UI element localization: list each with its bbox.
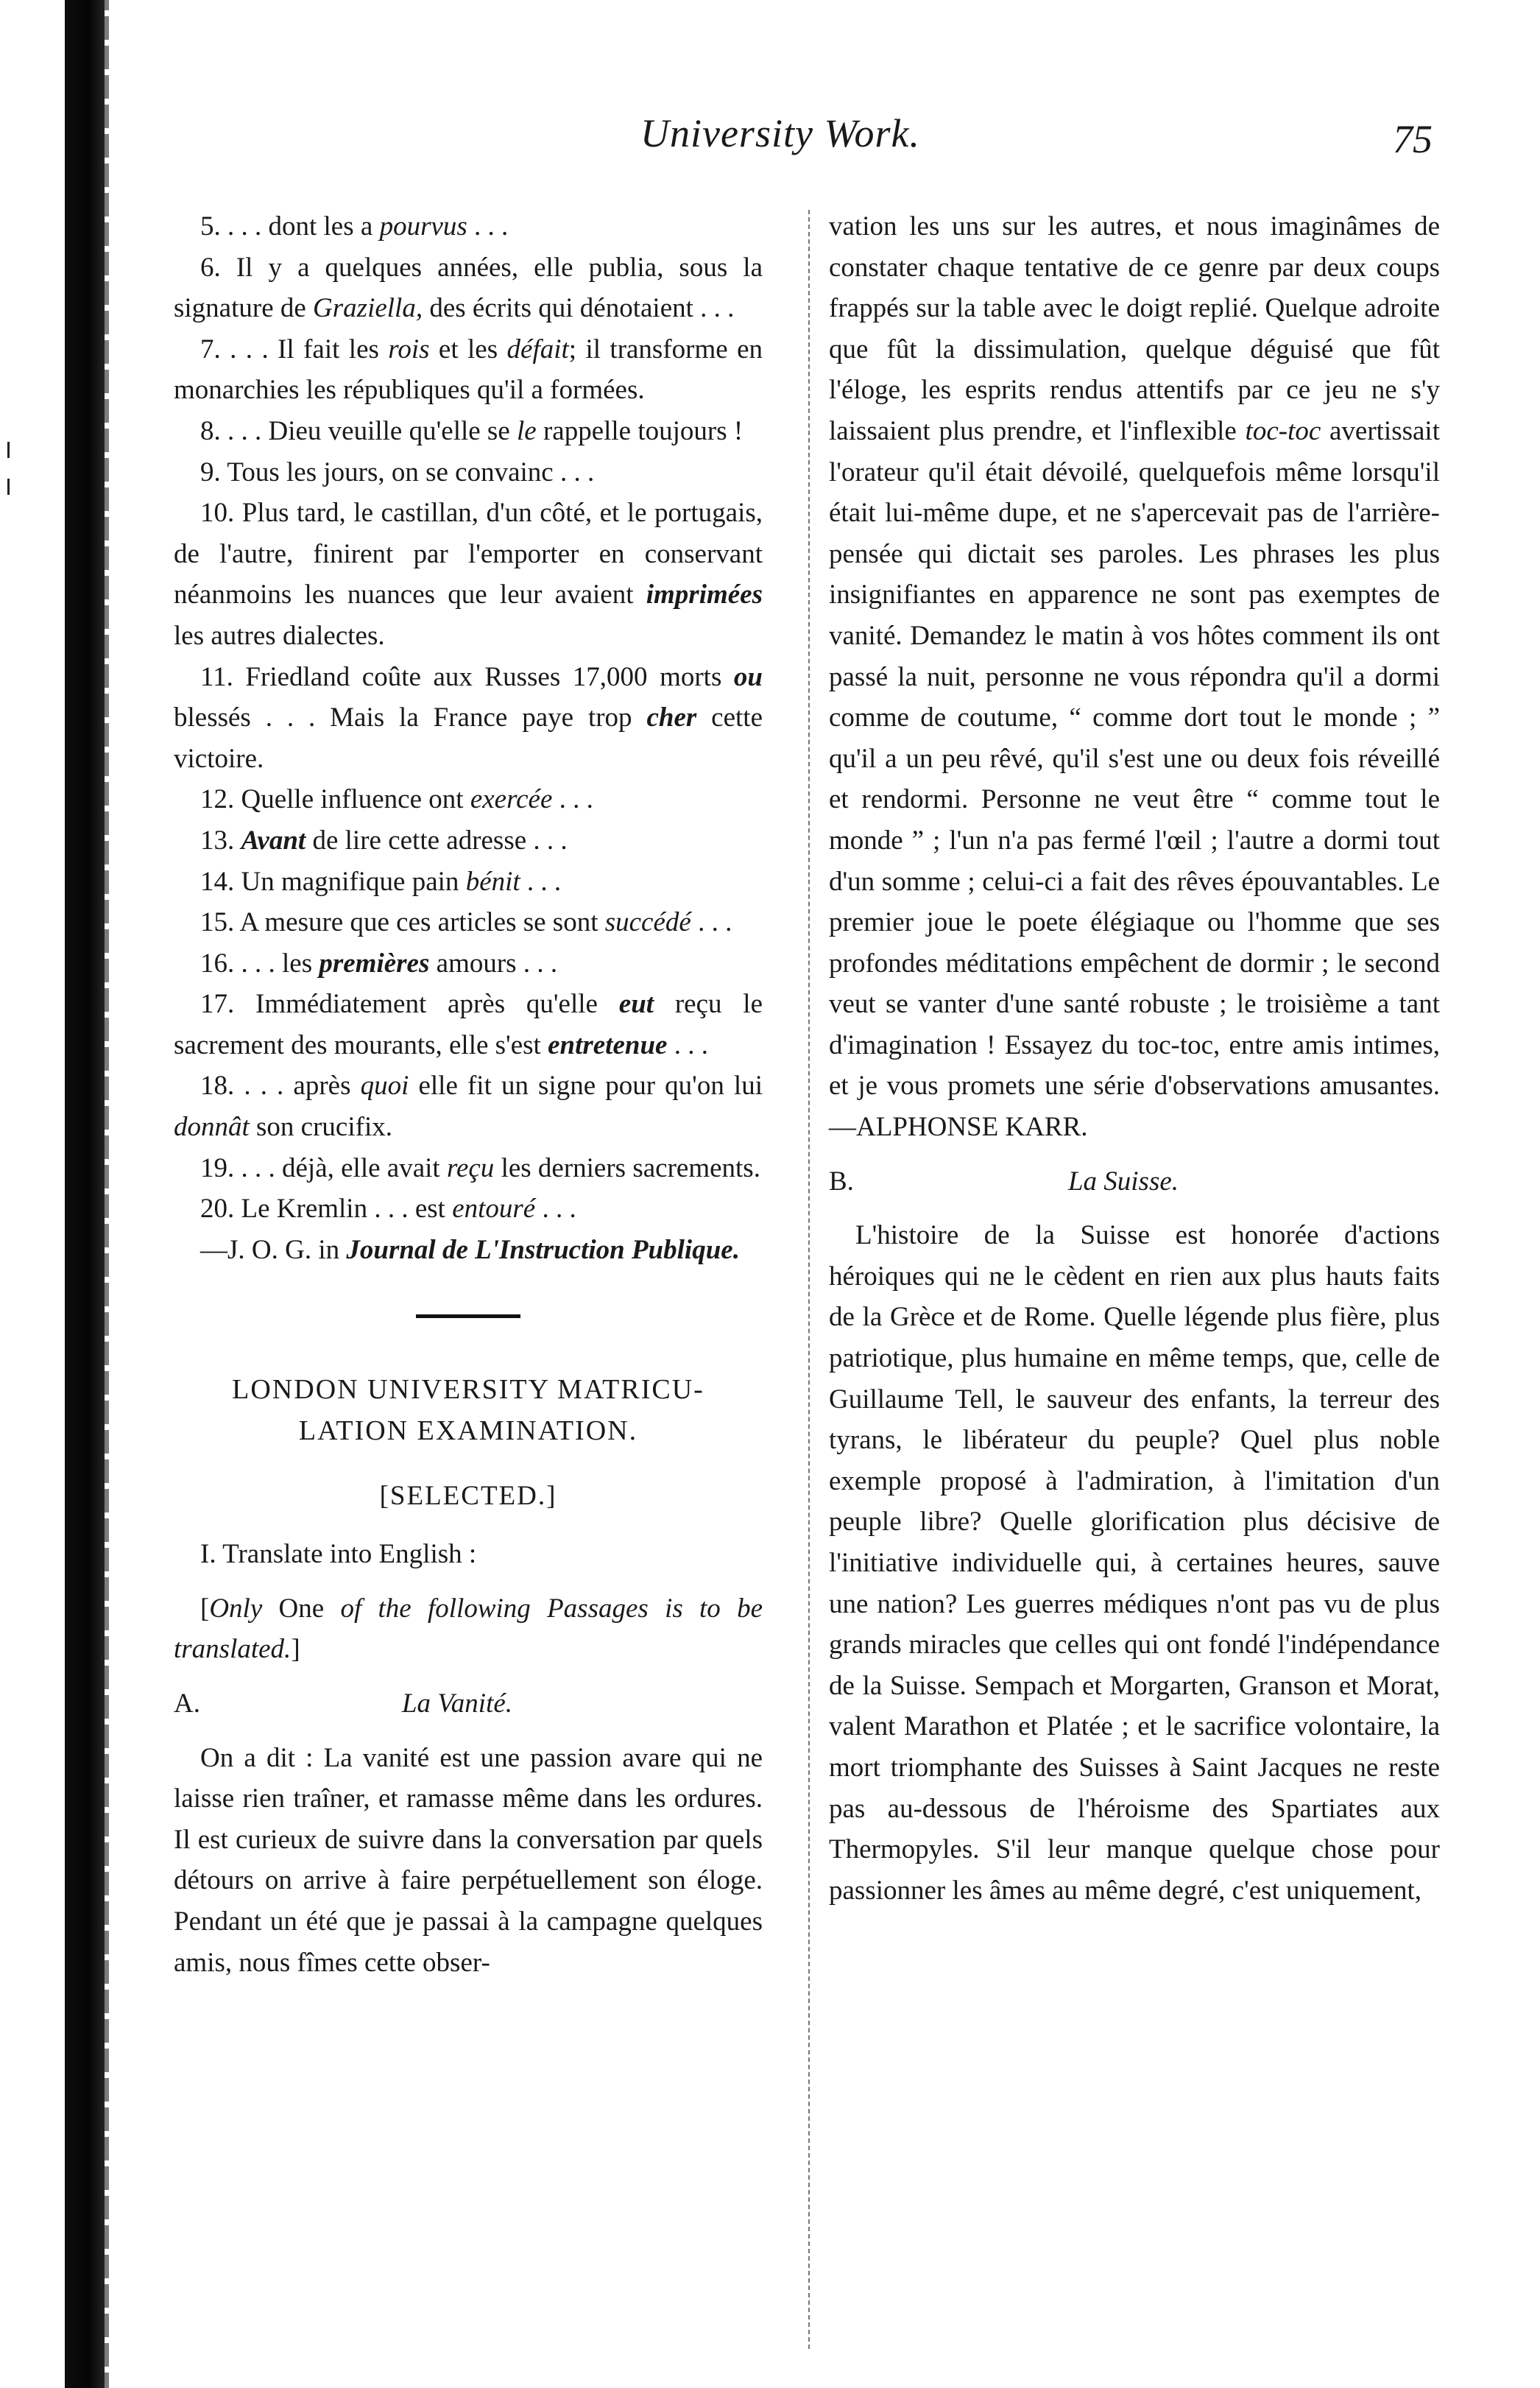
page-gutter-edge <box>105 0 109 2388</box>
passage-a-continued: vation les uns sur les autres, et nous imaginâmes de constater chaque tentative de ce genre par deux coups frappés sur la table avec le doigt replié. Quelque adroite que fût la dissimulation, quelque déguisé que fût l'éloge, les esprits rendus attentifs par ce jeu ne s'y laissaient plus prendre, et l'inflexible toc-toc avertissait l'orateur qu'il était dévoilé, quelquefois même lorsqu'il était lui-même dupe, et ne s'apercevait pas de l'arrière-pensée qui dictait ses paroles. Les phrases les plus insignifiantes en apparence ne sont pas exemptes de vanité. Demandez le matin à vos hôtes comment ils ont passé la nuit, personne ne vous répondra qu'il a dormi comme de coutume, “ comme dort tout le monde ; ” qu'il a un peu rêvé, qu'il s'est une ou deux fois réveillé et rendormi. Personne ne veut être “ comme tout le monde ” ; l'un n'a pas fermé l'œil ; l'autre a dormi tout d'un somme ; celui-ci a fait des rêves épouvantables. Le premier joue le poete élégiaque ou l'homme que ses profondes méditations empêchent de dormir ; le second veut se vanter d'une santé robuste ; le troisième a tant d'imagination ! Essayez du toc-toc, entre amis intimes, et je vous promets une série d'observations amusantes.—ALPHONSE KARR. <box>829 211 1440 1143</box>
exercise-item: 7. . . . Il fait les rois et les défait; il transforme en monarchies les républiques qu'il a formées. <box>174 334 763 406</box>
right-column <box>829 206 1440 1911</box>
section-b-label: B. <box>829 1166 854 1197</box>
exercise-item: 15. A mesure que ces articles se sont succédé . . . <box>200 907 732 938</box>
italic-text: of the following Passages is to be translated. <box>174 1593 763 1665</box>
exercise-item: 16. . . . les premières amours . . . <box>200 948 558 979</box>
emphasis-text: entretenue <box>548 1029 668 1060</box>
passage-b: L'histoire de la Suisse est honorée d'actions héroiques qui ne le cèdent en rien aux plus hauts faits de la Grèce et de Rome. Quelle légende plus fière, plus patriotique, plus humaine en même temps, que, celle de Guillaume Tell, le sauveur des enfants, la terreur des tyrans, le libérateur du peuple? Quel plus noble exemple proposé à l'admiration, à l'imitation d'un peuple libre? Quelle glorification plus décisive de l'initiative individuelle qui, à certaines heures, sauve une nation? Les guerres médiques n'ont pas vu de plus grands miracles que celles qui ont fondé l'indépendance de la Suisse. Sempach et Morgarten, Granson et Morat, valent Marathon et Platée ; et le sacrifice volontaire, la mort triomphante des Suisses à Saint Jacques ne reste pas au-dessous de l'héroisme des Spartiates aux Thermopyles. S'il leur manque quelque chose pour passionner les âmes au même degré, c'est uniquement, <box>829 1220 1440 1906</box>
exercise-item: 6. Il y a quelques années, elle publia, sous la signature de Graziella, des écrits qui dénotaient . . . <box>174 252 763 324</box>
italic-text: le <box>517 415 537 446</box>
italic-text: quoi <box>360 1071 409 1102</box>
section-a-label: A. <box>174 1688 200 1719</box>
italic-text: succédé <box>604 907 691 938</box>
italic-text: reçu <box>446 1152 495 1183</box>
exercise-item: 9. Tous les jours, on se convainc . . . <box>200 457 595 487</box>
exercise-list <box>174 206 763 1230</box>
exercise-item: 11. Friedland coûte aux Russes 17,000 morts ou blessés . . . Mais la France paye trop cher cette victoire. <box>174 661 763 774</box>
selected-label: [SELECTED.] <box>379 1480 557 1511</box>
italic-text: pourvus <box>379 211 467 242</box>
page-number: 75 <box>1393 117 1433 161</box>
book-spine-shadow <box>65 0 105 2388</box>
exam-heading-line-1: LONDON UNIVERSITY MATRICU- <box>232 1374 704 1406</box>
emphasis-text: premières <box>319 948 430 979</box>
exercise-item: 12. Quelle influence ont exercée . . . <box>200 784 593 815</box>
emphasis-text: eut <box>618 989 654 1020</box>
emphasis-text: Journal de L'Instruction Publique. <box>346 1234 740 1265</box>
running-header: University Work. <box>640 111 920 155</box>
emphasis-text: Avant <box>241 825 306 856</box>
section-a-title: La Vanité. <box>401 1688 513 1719</box>
italic-text: bénit <box>465 866 520 897</box>
source-citation: —J. O. G. in Journal de L'Instruction Publique. <box>200 1234 740 1265</box>
italic-text: toc-toc <box>1245 415 1321 446</box>
passage-a: On a dit : La vanité est une passion avare qui ne laisse rien traîner, et ramasse même dans les ordures. Il est curieux de suivre dans la conversation par quels détours on arrive à faire perpétuellement son éloge. Pendant un été que je passai à la campagne quelques amis, nous fîmes cette obser- <box>174 1742 763 1978</box>
section-a-heading <box>174 1683 763 1725</box>
left-column <box>174 206 763 1983</box>
exercise-item: 18. . . . après quoi elle fit un signe pour qu'on lui donnât son crucifix. <box>174 1071 763 1143</box>
exercise-item: 19. . . . déjà, elle avait reçu les derniers sacrements. <box>200 1152 760 1183</box>
section-b-title: La Suisse. <box>1067 1166 1179 1197</box>
section-rule <box>416 1314 520 1318</box>
italic-text: Only <box>209 1593 263 1624</box>
exercise-item: 10. Plus tard, le castillan, d'un côté, et le portugais, de l'autre, finirent par l'emporter en conservant néanmoins les nuances que leur avaient imprimées les autres dialectes. <box>174 498 763 651</box>
translation-note: [Only One of the following Passages is to be translated.] <box>174 1593 763 1665</box>
italic-text: rois <box>388 334 430 364</box>
translate-instruction: I. Translate into English : <box>200 1539 477 1570</box>
exercise-item: 14. Un magnifique pain bénit . . . <box>200 866 562 897</box>
section-b-heading <box>829 1161 1440 1202</box>
exercise-item: 20. Le Kremlin . . . est entouré . . . <box>200 1194 576 1225</box>
emphasis-text: imprimées <box>646 580 763 610</box>
column-divider <box>808 210 810 2349</box>
italic-text: Graziella, <box>313 293 423 324</box>
exercise-item: 8. . . . Dieu veuille qu'elle se le rappelle toujours ! <box>200 415 743 446</box>
italic-text: entouré <box>452 1194 536 1225</box>
italic-text: exercée <box>470 784 553 815</box>
exercise-item: 17. Immédiatement après qu'elle eut reçu le sacrement des mourants, elle s'est entretenue . . . <box>174 989 763 1060</box>
emphasis-text: cher <box>646 702 697 733</box>
emphasis-text: ou <box>733 661 763 692</box>
exercise-item: 5. . . . dont les a pourvus . . . <box>200 211 509 242</box>
exercise-item: 13. Avant de lire cette adresse . . . <box>200 825 568 856</box>
margin-mark <box>7 479 10 495</box>
margin-mark <box>7 442 10 458</box>
italic-text: donnât <box>174 1112 250 1143</box>
italic-text: défait <box>506 334 569 364</box>
exam-heading-line-2: LATION EXAMINATION. <box>298 1415 638 1447</box>
